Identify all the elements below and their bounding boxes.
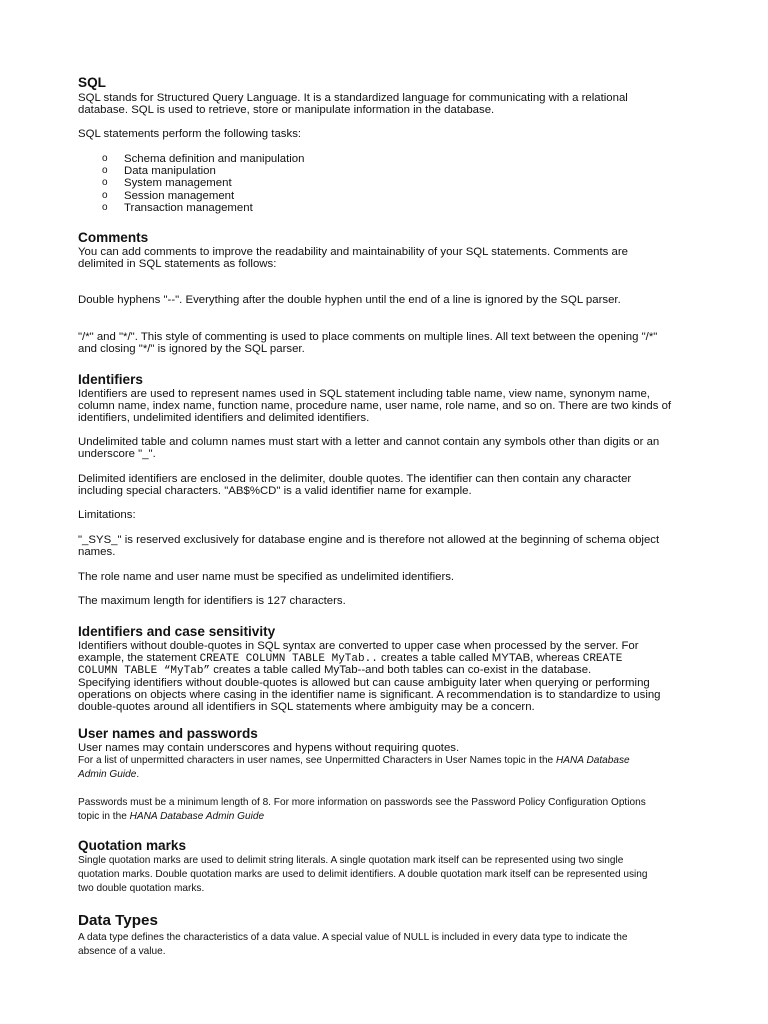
text-run: . (136, 769, 140, 780)
paragraph-line: and closing "*/" is ignored by the SQL parser. (78, 343, 305, 355)
bullet-marker: o (102, 190, 108, 201)
section-heading-sql: SQL (78, 75, 106, 90)
bullet-item: Session management (124, 190, 235, 202)
section-heading-identifiers: Identifiers (78, 372, 143, 387)
paragraph-line: underscore "_". (78, 448, 156, 460)
bullet-item: Transaction management (124, 202, 253, 214)
paragraph-line: Identifiers without double-quotes in SQL syntax are converted to upper case when processed by the server. For (78, 640, 639, 652)
paragraph-line: quotation marks. Double quotation marks are used to delimit identifiers. A double quotation mark itself can be represented using (78, 869, 648, 880)
text-run: creates a table called MYTAB, whereas (377, 652, 583, 664)
paragraph-line: "/*" and "*/". This style of commenting is used to place comments on multiple lines. All text between the opening "/*" (78, 331, 658, 343)
bullet-marker: o (102, 177, 108, 188)
paragraph-line: names. (78, 546, 116, 558)
paragraph-line: column name, index name, function name, procedure name, user name, role name, and so on. There are two kinds of (78, 400, 672, 412)
paragraph-line: Specifying identifiers without double-quotes is allowed but can cause ambiguity later when querying or performing (78, 677, 650, 689)
section-heading-comments: Comments (78, 230, 149, 245)
paragraph-line: identifiers, undelimited identifiers and delimited identifiers. (78, 412, 370, 424)
paragraph-line (78, 754, 630, 768)
paragraph: The role name and user name must be specified as undelimited identifiers. (78, 571, 455, 583)
guide-title: Admin Guide (78, 769, 137, 780)
guide-title: HANA Database (555, 755, 630, 766)
text-run: For a list of unpermitted characters in user names, see Unpermitted Characters in User Names topic in the (78, 755, 556, 766)
paragraph-line: double-quotes around all identifiers in SQL statements where ambiguity may be a concern. (78, 701, 535, 713)
bullet-marker: o (102, 202, 108, 213)
paragraph-line: SQL stands for Structured Query Language. It is a standardized language for communicating with a relational (78, 92, 628, 104)
section-heading-case-sensitivity: Identifiers and case sensitivity (78, 624, 276, 639)
section-heading-user-names: User names and passwords (78, 726, 258, 741)
paragraph: User names may contain underscores and hypens without requiring quotes. (78, 742, 460, 754)
text-run: creates a table called MyTab--and both tables can co-exist in the database. (210, 664, 592, 676)
paragraph-line: Undelimited table and column names must start with a letter and cannot contain any symbols other than digits or an (78, 436, 660, 448)
bullet-item: Schema definition and manipulation (124, 153, 305, 165)
paragraph-line (78, 810, 264, 824)
paragraph: SQL statements perform the following tasks: (78, 128, 302, 140)
bullet-item: Data manipulation (124, 165, 216, 177)
paragraph-line: "_SYS_" is reserved exclusively for database engine and is therefore not allowed at the beginning of schema object (78, 534, 660, 546)
paragraph-line: Identifiers are used to represent names used in SQL statement including table name, view name, synonym name, (78, 388, 650, 400)
bullet-item: System management (124, 177, 232, 189)
code-snippet: COLUMN TABLE “MyTab” (78, 665, 211, 677)
code-snippet: CREATE (582, 653, 623, 665)
paragraph-line: A data type defines the characteristics of a data value. A special value of NULL is included in every data type to indicate the (78, 932, 628, 943)
paragraph: Limitations: (78, 509, 136, 521)
paragraph-line: operations on objects where casing in the identifier name is significant. A recommendation is to standardize to using (78, 689, 661, 701)
section-heading-quotation-marks: Quotation marks (78, 838, 187, 853)
paragraph-line: database. SQL is used to retrieve, store or manipulate information in the database. (78, 104, 495, 116)
section-heading-data-types: Data Types (78, 912, 158, 929)
guide-title: HANA Database Admin Guide (129, 811, 265, 822)
code-snippet: CREATE COLUMN TABLE MyTab.. (199, 653, 378, 665)
paragraph-line (78, 664, 591, 677)
paragraph-line: including special characters. "AB$%CD" is a valid identifier name for example. (78, 485, 472, 497)
paragraph-line: two double quotation marks. (78, 883, 205, 894)
text-run: topic in the (78, 811, 130, 822)
paragraph: The maximum length for identifiers is 127 characters. (78, 595, 346, 607)
bullet-marker: o (102, 165, 108, 176)
paragraph-line: Passwords must be a minimum length of 8. For more information on passwords see the Password Policy Configuration Options (78, 797, 646, 808)
bullet-marker: o (102, 153, 108, 164)
paragraph-line: delimited in SQL statements as follows: (78, 258, 277, 270)
paragraph-line: Single quotation marks are used to delimit string literals. A single quotation mark itself can be represented using two single (78, 855, 624, 866)
paragraph-line: absence of a value. (78, 946, 166, 957)
paragraph-line: You can add comments to improve the readability and maintainability of your SQL statements. Comments are (78, 246, 628, 258)
paragraph-line (78, 768, 139, 782)
paragraph: Double hyphens "--". Everything after the double hyphen until the end of a line is ignored by the SQL parser. (78, 294, 621, 306)
paragraph-line: Delimited identifiers are enclosed in the delimiter, double quotes. The identifier can then contain any character (78, 473, 632, 485)
text-run: example, the statement (78, 652, 200, 664)
